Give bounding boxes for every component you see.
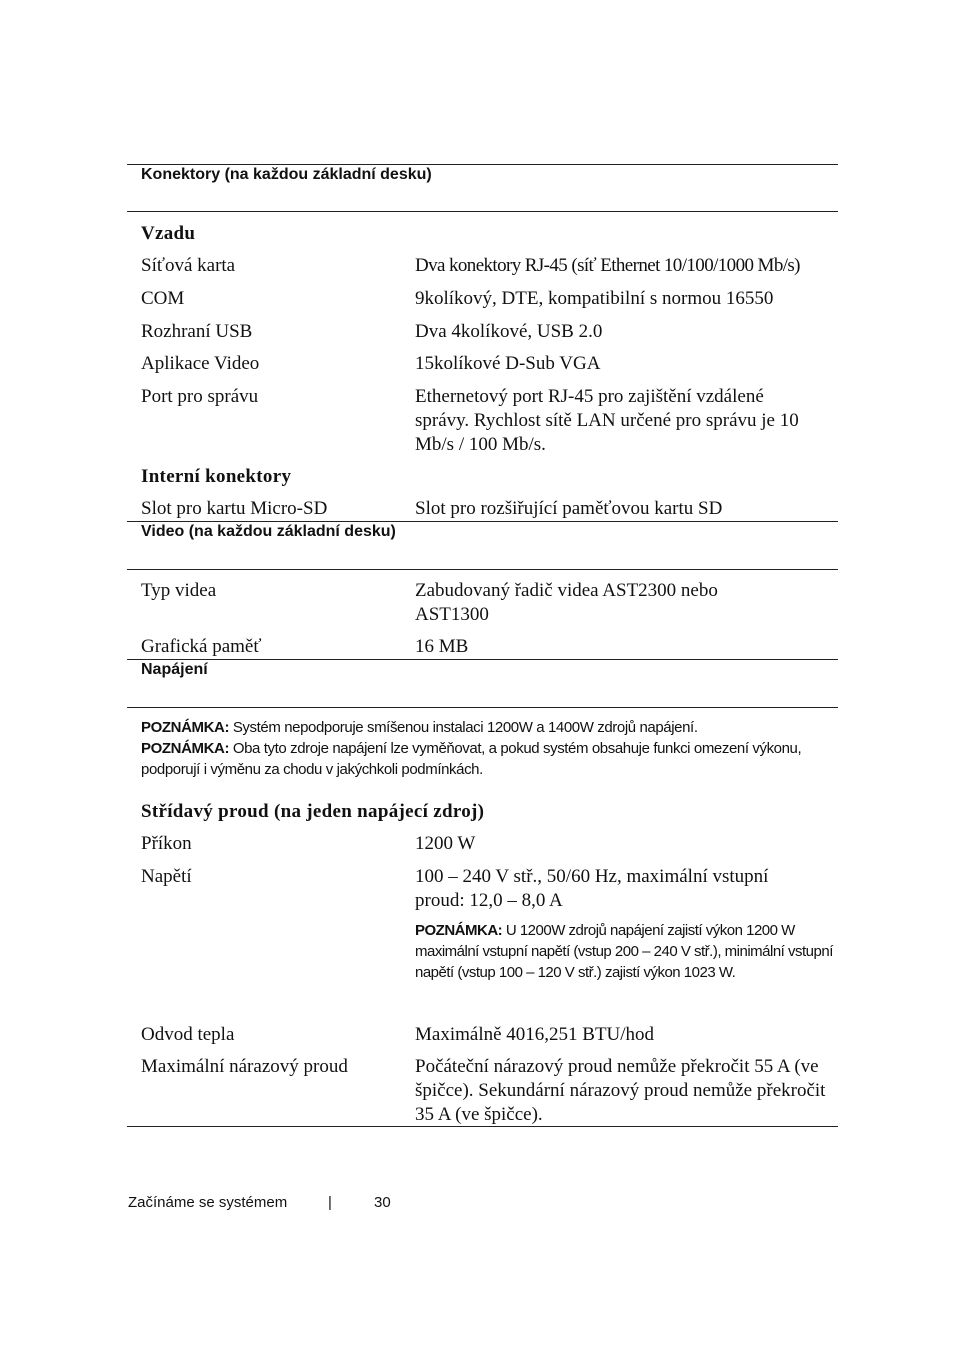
spec-label: COM: [141, 288, 185, 309]
power-note-1: [141, 717, 841, 738]
power-title: Napájení: [141, 661, 208, 678]
spec-label: Aplikace Video: [141, 353, 260, 374]
spec-label: Síťová karta: [141, 255, 236, 276]
footer-section: Začínáme se systémem: [128, 1194, 288, 1211]
spec-value: 1200 W: [415, 833, 476, 854]
connectors-title: Konektory (na každou základní desku): [141, 166, 432, 183]
note-prefix: POZNÁMKA:: [141, 719, 230, 736]
spec-value: 9kolíkový, DTE, kompatibilní s normou 16550: [415, 288, 774, 309]
note-prefix: POZNÁMKA:: [141, 740, 230, 757]
note-prefix: POZNÁMKA:: [415, 922, 503, 939]
note-text: Oba tyto zdroje napájení lze vyměňovat, a pokud systém obsahuje funkci omezení výkonu, podporují i výměnu za chodu v jakýchkoli podmínkách.: [141, 740, 802, 778]
spec-value: 100 – 240 V stř., 50/60 Hz, maximální vstupní proud: 12,0 – 8,0 A: [415, 866, 769, 911]
video-title: Video (na každou základní desku): [141, 523, 396, 540]
footer-separator: |: [328, 1194, 332, 1211]
spec-value: Zabudovaný řadič videa AST2300 nebo AST1300: [415, 580, 718, 625]
spec-value: 15kolíkové D-Sub VGA: [415, 353, 601, 374]
spec-label: Grafická paměť: [141, 636, 262, 657]
spec-value: Slot pro rozšiřující paměťovou kartu SD: [415, 498, 723, 519]
rear-heading: Vzadu: [141, 223, 196, 244]
ac-heading: Střídavý proud (na jeden napájecí zdroj): [141, 801, 485, 822]
note-text: Systém nepodporuje smíšenou instalaci 1200W a 1400W zdrojů napájení.: [229, 719, 698, 736]
spec-value: 16 MB: [415, 636, 469, 657]
spec-label: Slot pro kartu Micro-SD: [141, 498, 328, 519]
spec-value: Dva 4kolíkové, USB 2.0: [415, 321, 603, 342]
spec-label: Typ videa: [141, 580, 217, 601]
spec-value: Dva konektory RJ-45 (síť Ethernet 10/100/1000 Mb/s): [415, 255, 800, 276]
note-text: U 1200W zdrojů napájení zajistí výkon 1200 W maximální vstupní napětí (vstup 200 – 240 V stř.), minimální vstupní napětí (vstup 100 – 120 V stř.) zajistí výkon 1023 W.: [415, 922, 833, 981]
spec-label: Příkon: [141, 833, 192, 854]
internal-heading: Interní konektory: [141, 466, 292, 487]
video-rule: [127, 569, 838, 570]
spec-value: Maximálně 4016,251 BTU/hod: [415, 1024, 655, 1045]
spec-label: Maximální nárazový proud: [141, 1056, 348, 1077]
voltage-note: [415, 920, 835, 983]
connectors-rule: [127, 211, 838, 212]
spec-label: Napětí: [141, 866, 192, 887]
page-number: 30: [374, 1194, 391, 1211]
spec-label: Odvod tepla: [141, 1024, 235, 1045]
spec-value: Ethernetový port RJ-45 pro zajištění vzdálené správy. Rychlost sítě LAN určené pro správu je 10 Mb/s / 100 Mb/s.: [415, 386, 799, 455]
power-note-2: [141, 738, 831, 780]
spec-value: Počáteční nárazový proud nemůže překročit 55 A (ve špičce). Sekundární nárazový proud nemůže překročit 35 A (ve špičce).: [415, 1056, 826, 1125]
power-rule: [127, 707, 838, 708]
spec-label: Rozhraní USB: [141, 321, 253, 342]
spec-label: Port pro správu: [141, 386, 259, 407]
power-top-rule: [127, 659, 838, 660]
bottom-rule: [127, 1126, 838, 1127]
